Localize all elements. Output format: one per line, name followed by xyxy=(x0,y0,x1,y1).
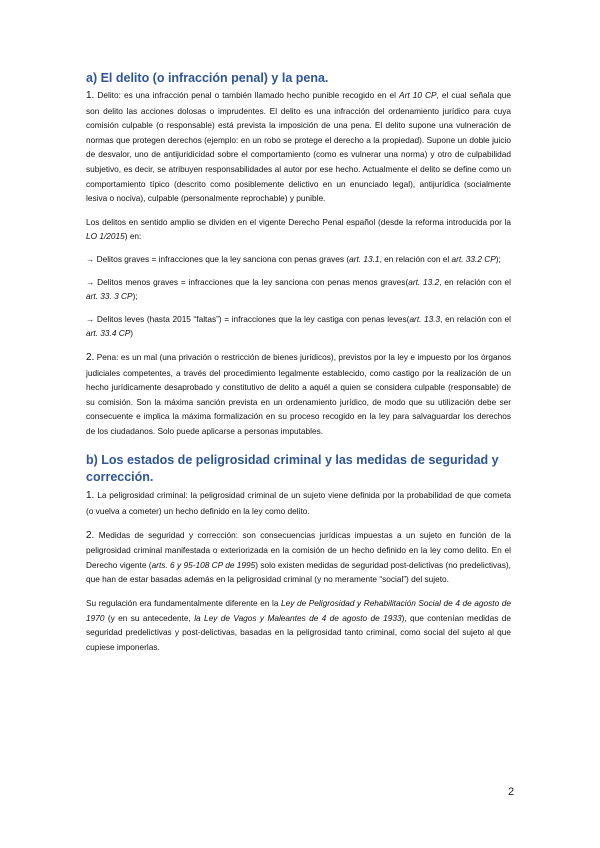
text-run: , el cual señala que son delito las acciones dolosas o imprudentes. El delito es una infracción del ordenamiento jurídico para cuya comisión culpable (o responsable) está prevista la imposición de una pena. El delito supone una vulneración de normas que protegen derechos (ejemplo: en un robo se protege el derecho a la propiedad). Supone un doble juicio de desvalor, uno de antijuridicidad sobre el comportamiento (como es vulnerar una norma) y otro de culpabilidad subjetivo, es decir, se atribuyen responsabilidades al autor por ese hecho. Actualmente el delito se define como un comportamiento típico (descrito como posiblemente delictivo en un enunciado legal), antijurídica (socialmente lesiva o nociva), culpable (personalmente reprochable) y punible. xyxy=(86,90,511,204)
peligrosidad-paragraph xyxy=(86,488,511,518)
legal-reference: art. 13.2 xyxy=(408,276,440,287)
page-number: 2 xyxy=(508,786,515,798)
medidas-paragraph xyxy=(86,528,511,587)
text-run: Delito: es una infracción penal o también llamado hecho punible recogido en el xyxy=(94,90,400,100)
item-number: 2. xyxy=(86,529,95,541)
legal-reference: LO 1/2015 xyxy=(86,231,125,242)
regulacion-paragraph xyxy=(86,596,511,654)
legal-reference: art. 33.2 CP xyxy=(451,253,496,264)
text-run: , en relación con el xyxy=(439,276,511,287)
item-number: 1. xyxy=(86,490,95,502)
text-run: → Delitos menos graves = infracciones que la ley sanciona con penas menos graves( xyxy=(86,276,409,287)
delitos-division-paragraph xyxy=(86,215,511,244)
list-item-delitos-menos-graves xyxy=(86,275,511,304)
text-run: ), que contenían medidas de seguridad predelictivas y post-delictivas, basadas en la peligrosidad tanto criminal, como social del sujeto al que cupiese imponerlas. xyxy=(86,612,511,652)
text-run: ) xyxy=(130,328,134,339)
legal-reference: Ley de Peligrosidad y Rehabilitación Social de 4 de agosto de 1970 xyxy=(86,598,511,623)
text-run: → Delitos leves (hasta 2015 “faltas”) = infracciones que la ley castiga con penas leves( xyxy=(86,313,410,324)
list-item-delitos-leves xyxy=(86,312,511,341)
legal-reference: art. 33. 3 CP xyxy=(86,291,133,302)
list-item-delitos-graves xyxy=(86,252,511,267)
section-a-heading: a) El delito (o infracción penal) y la pena. xyxy=(86,71,329,85)
text-run: Su regulación era fundamentalmente diferente en la xyxy=(86,598,282,609)
document-page xyxy=(86,70,511,654)
legal-reference: art. 33.4 CP xyxy=(86,328,131,339)
text-run: , en relación con el xyxy=(440,313,511,324)
text-run: ); xyxy=(495,253,501,264)
text-run: ) en: xyxy=(124,231,142,242)
legal-reference: la Ley de Vagos y Maleantes de 4 de agosto de 1933 xyxy=(194,612,402,623)
item-number: 2. xyxy=(86,351,95,363)
legal-reference: arts. 6 y 95-108 CP de 1995 xyxy=(151,559,256,570)
item-number: 1. xyxy=(86,90,95,101)
text-run: ); xyxy=(132,291,138,302)
pena-paragraph xyxy=(86,350,511,439)
legal-reference: art. 13.1 xyxy=(349,253,380,264)
text-run: (y en su antecedente, xyxy=(104,612,195,623)
section-b-heading: b) Los estados de peligrosidad criminal y las medidas de seguridad y corrección. xyxy=(86,453,499,485)
text-run: Los delitos en sentido amplio se dividen en el vigente Derecho Penal español (desde la reforma introducida por la xyxy=(86,216,511,227)
text-run: → Delitos graves = infracciones que la ley sanciona con penas graves ( xyxy=(86,253,350,264)
text-run: , en relación con el xyxy=(379,253,452,264)
legal-reference: Art 10 CP xyxy=(399,90,437,100)
text-run: ) solo existen medidas de seguridad post-delictivas (no predelictivas), que han de estar basadas además en la peligrosidad criminal (y no meramente “social”) del sujeto. xyxy=(86,559,511,585)
text-run: Medidas de seguridad y corrección: son consecuencias jurídicas impuestas a un sujeto en función de la peligrosidad criminal manifestada o exteriorizada en la comisión de un hecho definido en la ley como delito. En el Derecho vigente ( xyxy=(86,529,511,570)
text-run: La peligrosidad criminal: la peligrosidad criminal de un sujeto viene definida por la probabilidad de que cometa (o vuelva a cometer) un hecho definido en la ley como delito. xyxy=(86,490,511,517)
delito-paragraph xyxy=(86,88,511,206)
text-run: Pena: es un mal (una privación o restricción de bienes jurídicos), previstos por la ley e impuesto por los órganos judiciales competentes, a través del procedimiento legalmente establecido, como castigo por la realización de un hecho jurídicamente desaprobado y constitutivo de delito a aquél a quien se considera culpable (responsable) de su comisión. Son la máxima sanción prevista en un ordenamiento jurídico, de modo que su utilización debe ser consecuente e implica la máxima formalización en su proceso recogido en la ley para salvaguardar los derechos de los ciudadanos. Solo puede aplicarse a personas imputables. xyxy=(86,351,511,436)
legal-reference: art. 13.3 xyxy=(409,313,441,324)
